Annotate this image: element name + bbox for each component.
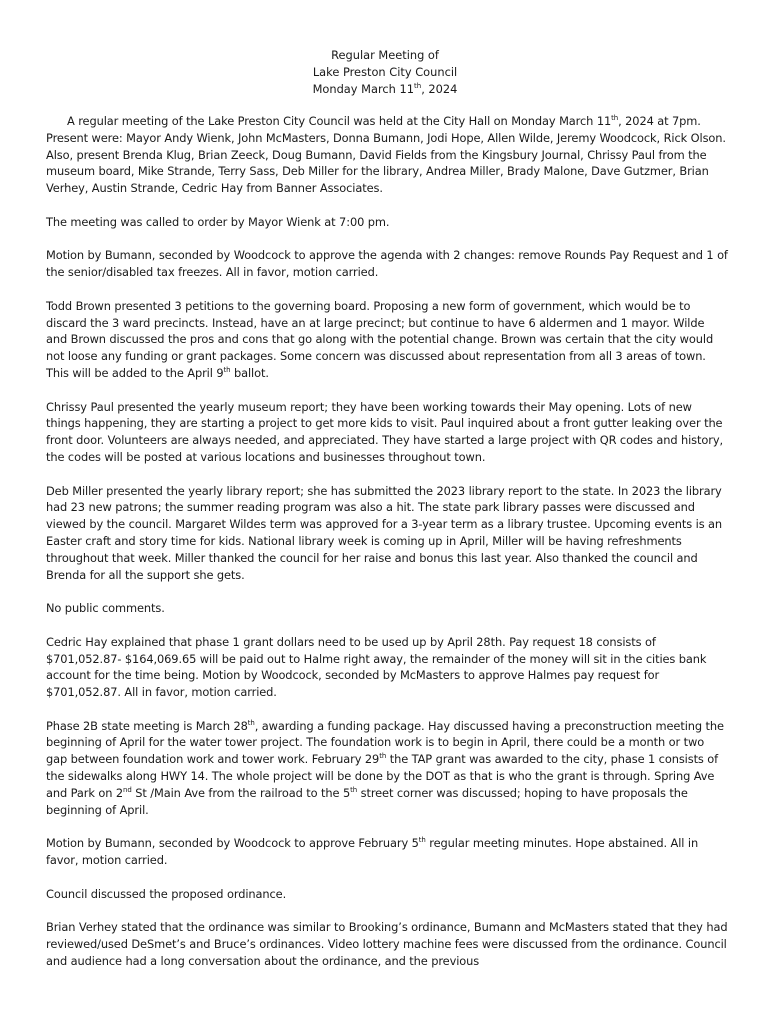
- public-comments-paragraph: No public comments.: [46, 601, 165, 616]
- header-line-meeting-type: Regular Meeting of: [331, 48, 439, 62]
- phase-2b-ordinal-4: th: [350, 786, 358, 795]
- grant-paragraph: Cedric Hay explained that phase 1 grant dollars need to be used up by April 28th. Pay request 18 consists of $701,052.87- $164,069.65 will be paid out to Halme right away, the remainder of the money will sit in the cities bank account for the time being. Motion by Woodcock, seconded by McMasters to approve Halmes pay request for $701,052.87. All in favor, motion carried.: [46, 634, 707, 700]
- phase-2b-text-5: street corner was discussed; hoping to have proposals the beginning of April.: [46, 785, 688, 817]
- phase-2b-text-2: , awarding a funding package. Hay discussed having a preconstruction meeting the beginning of April for the water tower project. The foundation work is to begin in April, there could be a month or two gap between foundation work and tower work. February 29: [46, 718, 724, 767]
- document-header: [0, 47, 770, 98]
- minutes-motion-text-start: Motion by Bumann, seconded by Woodcock to approve February 5: [46, 836, 419, 851]
- petitions-text-end: ballot.: [230, 365, 269, 380]
- attendance-text-end: , 2024 at 7pm. Present were: Mayor Andy Wienk, John McMasters, Donna Bumann, Jodi Hope, Allen Wilde, Jeremy Woodcock, Rick Olson. Also, present Brenda Klug, Brian Zeeck, Doug Bumann, David Fields from the Kingsbury Journal, Chrissy Paul from the museum board, Mike Strande, Terry Sass, Deb Miller for the library, Andrea Miller, Brady Malone, Dave Gutzmer, Brian Verhey, Austin Strande, Cedric Hay from Banner Associates.: [46, 114, 726, 196]
- minutes-motion-paragraph: [46, 835, 728, 869]
- minutes-motion-ordinal: th: [418, 836, 426, 845]
- minutes-motion-text-end: regular meeting minutes. Hope abstained. All in favor, motion carried.: [46, 836, 699, 868]
- phase-2b-ordinal-1: th: [247, 718, 255, 727]
- phase-2b-text-1: Phase 2B state meeting is March 28: [46, 718, 248, 733]
- phase-2b-text-3: the TAP grant was awarded to the city, phase 1 consists of the sidewalks along HWY 14. The whole project will be done by the DOT as that is who the grant is through. Spring Ave and Park on 2: [46, 752, 719, 800]
- attendance-ordinal: th: [611, 114, 619, 123]
- petitions-paragraph: [46, 298, 728, 382]
- phase-2b-ordinal-3: nd: [123, 786, 132, 795]
- ordinance-intro-paragraph: Council discussed the proposed ordinance.: [46, 886, 287, 901]
- museum-report-paragraph: Chrissy Paul presented the yearly museum report; they have been working towards their May opening. Lots of new things happening, they are starting a project to get more kids to visit. Paul inquired about a front gutter leaking over the front door. Volunteers are always needed, and appreciated. They have started a large project with QR codes and history, the codes will be posted at various locations and businesses throughout town.: [46, 399, 723, 464]
- header-date-ordinal: th: [414, 82, 422, 91]
- header-date-year: , 2024: [421, 82, 458, 96]
- header-line-date: [0, 81, 770, 98]
- header-date-text: Monday March 11: [312, 82, 414, 96]
- attendance-text-start: A regular meeting of the Lake Preston City Council was held at the City Hall on Monday March 11: [67, 114, 612, 128]
- phase-2b-text-4: St /Main Ave from the railroad to the 5: [131, 785, 351, 800]
- phase-2b-paragraph: [46, 718, 728, 819]
- header-line-council-name: Lake Preston City Council: [312, 65, 458, 79]
- minutes-body: [46, 113, 728, 986]
- library-report-paragraph: Deb Miller presented the yearly library report; she has submitted the 2023 library report to the state. In 2023 the library had 23 new patrons; the summer reading program was also a hit. The state park library passes were discussed and viewed by the council. Margaret Wildes term was approved for a 3-year term as a library trustee. Upcoming events is an Easter craft and story time for kids. National library week is coming up in April, Miller will be having refreshments throughout that week. Miller thanked the council for her raise and bonus this last year. Also thanked the council and Brenda for all the support she gets.: [46, 483, 723, 582]
- petitions-ordinal: th: [223, 366, 231, 375]
- phase-2b-ordinal-2: th: [379, 752, 387, 761]
- ordinance-detail-paragraph: Brian Verhey stated that the ordinance was similar to Brooking’s ordinance, Bumann and McMasters stated that they had reviewed/used DeSmet’s and Bruce’s ordinances. Video lottery machine fees were discussed from the ordinance. Council and audience had a long conversation about the ordinance, and the previous: [46, 920, 728, 968]
- agenda-motion-paragraph: Motion by Bumann, seconded by Woodcock to approve the agenda with 2 changes: remove Rounds Pay Request and 1 of the senior/disabled tax freezes. All in favor, motion carried.: [46, 248, 728, 280]
- call-to-order-paragraph: The meeting was called to order by Mayor Wienk at 7:00 pm.: [46, 214, 390, 229]
- petitions-text-start: Todd Brown presented 3 petitions to the governing board. Proposing a new form of government, which would be to discard the 3 ward precincts. Instead, have an at large precinct; but continue to have 6 aldermen and 1 mayor. Wilde and Brown discussed the pros and cons that go along with the potential change. Brown was certain that the city would not loose any funding or grant packages. Some concern was discussed about representation from all 3 areas of town. This will be added to the April 9: [46, 298, 714, 380]
- attendance-paragraph: [46, 113, 728, 197]
